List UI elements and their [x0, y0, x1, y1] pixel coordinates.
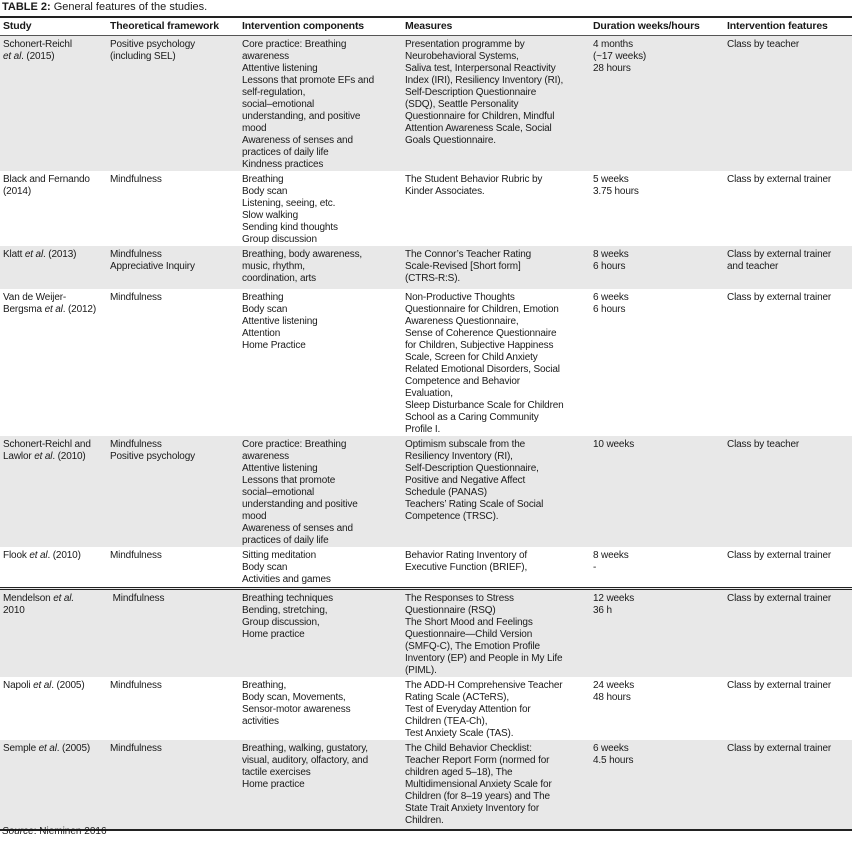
cell-components: Breathing, walking, gustatory, visual, auditory, olfactory, and tactile exercises Home practice: [239, 740, 402, 830]
column-header: Duration weeks/hours: [590, 17, 724, 36]
study-post: . (2005): [56, 743, 91, 754]
cell-duration: 8 weeks -: [593, 550, 629, 573]
table-row: [0, 246, 852, 289]
cell-duration: 24 weeks 48 hours: [593, 680, 635, 703]
study-pre: Schonert-Reichl: [3, 39, 72, 50]
table-caption: [2, 1, 207, 13]
study-post: . (2013): [43, 249, 77, 260]
cell-features: Class by external trainer and teacher: [724, 246, 852, 289]
cell-study: [0, 171, 107, 246]
cell-components: Breathing, body awareness, music, rhythm, coordination, arts: [239, 246, 402, 289]
cell-framework: Mindfulness: [110, 550, 162, 561]
table-row: [0, 740, 852, 830]
study-it: et al: [24, 249, 44, 260]
table-row: [0, 588, 852, 677]
study-it: et al.: [53, 592, 74, 604]
cell-duration: 10 weeks: [590, 436, 724, 547]
study-pre: Van de Weijer- Bergsma: [3, 292, 67, 315]
cell-study: [0, 677, 107, 740]
source-label: Source: [2, 826, 34, 837]
table-row: [0, 547, 852, 588]
cell-duration: 6 weeks 4.5 hours: [590, 740, 724, 830]
caption-label: TABLE 2:: [2, 1, 51, 13]
cell-measures: The ADD-H Comprehensive Teacher Rating Scale (ACTeRS), Test of Everyday Attention for Children (TEA-Ch), Test Anxiety Scale (TAS).: [405, 680, 563, 739]
study-it: et al: [38, 743, 57, 754]
table-row: [0, 289, 852, 436]
study-pre: Black and Fernando (2014): [3, 174, 90, 197]
study-post: . (2010): [52, 451, 86, 462]
cell-components: Sitting meditation Body scan Activities and games: [242, 550, 331, 585]
cell-duration: 8 weeks 6 hours: [590, 246, 724, 289]
caption-text: General features of the studies.: [50, 1, 208, 13]
cell-features: Class by external trainer: [727, 680, 832, 691]
cell-duration: 4 months (~17 weeks) 28 hours: [590, 36, 724, 172]
cell-components: Breathing, Body scan, Movements, Sensor-motor awareness activities: [242, 680, 351, 727]
cell-duration: 5 weeks 3.75 hours: [593, 174, 639, 197]
cell-framework: Mindfulness: [107, 740, 239, 830]
cell-features: Class by external trainer: [724, 740, 852, 830]
cell-features: Class by teacher: [724, 436, 852, 547]
column-header: Study: [0, 17, 107, 36]
study-it: et al: [3, 51, 22, 62]
study-post: . (2005): [51, 680, 85, 691]
cell-features: Class by external trainer: [727, 550, 832, 561]
study-pre: Schonert-Reichl and Lawlor: [3, 439, 91, 462]
study-post: 2010: [3, 604, 25, 616]
cell-framework: Mindfulness: [110, 292, 162, 303]
study-pre: Flook: [3, 550, 30, 561]
cell-framework: Mindfulness: [110, 680, 162, 691]
cell-components: Breathing Body scan Attentive listening Attention Home Practice: [242, 292, 318, 351]
source-text: : Nieminen 2016: [33, 826, 107, 837]
cell-features: Class by external trainer: [727, 292, 832, 303]
cell-measures: The Connor’s Teacher Rating Scale-Revised [Short form] (CTRS-R:S).: [402, 246, 590, 289]
study-pre: Mendelson: [3, 592, 54, 604]
cell-components: Core practice: Breathing awareness Attentive listening Lessons that promote EFs and self-regulation, social–emotional understanding, and positive mood Awareness of senses and practices of daily life Kindness practices: [239, 36, 402, 172]
cell-components: Breathing techniques Bending, stretching, Group discussion, Home practice: [239, 588, 402, 677]
column-header: Theoretical framework: [107, 17, 239, 36]
table-row: [0, 171, 852, 246]
cell-study: [0, 436, 107, 547]
study-it: et al: [29, 550, 48, 561]
study-it: et al: [34, 451, 53, 462]
column-header: Intervention features: [724, 17, 852, 36]
cell-components: Breathing Body scan Listening, seeing, etc. Slow walking Sending kind thoughts Group discussion: [242, 174, 338, 245]
cell-features: Class by teacher: [724, 36, 852, 172]
table-source: [2, 826, 107, 837]
cell-measures: Behavior Rating Inventory of Executive Function (BRIEF),: [405, 550, 528, 573]
cell-measures: Non-Productive Thoughts Questionnaire for Children, Emotion Awareness Questionnaire, Sense of Coherence Questionnaire for Children, Subjective Happiness Scale, Screen for Child Anxiety Related Emotional Disorders, Social Competence and Behavior Evaluation, Sleep Disturbance Scale for Children School as a Caring Community Profile I.: [405, 292, 564, 435]
cell-study: [0, 289, 107, 436]
study-pre: Klatt: [3, 249, 25, 260]
study-it: et al: [33, 680, 52, 691]
study-it: et al: [44, 304, 63, 315]
table-row: [0, 36, 852, 172]
study-post: . (2010): [47, 550, 81, 561]
cell-study: [0, 547, 107, 588]
cell-study: [0, 246, 107, 289]
cell-framework: Mindfulness Positive psychology: [107, 436, 239, 547]
cell-framework: Mindfulness: [107, 588, 239, 677]
table-header-row: [0, 17, 852, 36]
cell-features: Class by external trainer: [724, 588, 852, 677]
cell-measures: The Responses to Stress Questionnaire (RSQ) The Short Mood and Feelings Questionnaire—Child Version (SMFQ-C), The Emotion Profile Inventory (EP) and People in My Life (PIML).: [402, 588, 590, 677]
table-row: [0, 436, 852, 547]
cell-measures: Optimism subscale from the Resiliency Inventory (RI), Self-Description Questionnaire, Positive and Negative Affect Schedule (PANAS) Teachers’ Rating Scale of Social Competence (TRSC).: [402, 436, 590, 547]
study-pre: Napoli: [3, 680, 34, 691]
cell-components: Core practice: Breathing awareness Attentive listening Lessons that promote social–emotional understanding and positive mood Awareness of senses and practices of daily life: [239, 436, 402, 547]
cell-features: Class by external trainer: [727, 174, 832, 185]
cell-framework: Positive psychology (including SEL): [107, 36, 239, 172]
study-post: . (2012): [62, 304, 97, 315]
cell-measures: The Child Behavior Checklist: Teacher Report Form (normed for children aged 5–18), The Multidimensional Anxiety Scale for Children (for 8–19 years) and The State Trait Anxiety Inventory for Children.: [402, 740, 590, 830]
study-pre: Semple: [3, 743, 39, 754]
column-header: Intervention components: [239, 17, 402, 36]
cell-framework: Mindfulness: [110, 174, 162, 185]
table-row: [0, 677, 852, 740]
cell-measures: The Student Behavior Rubric by Kinder Associates.: [405, 174, 543, 197]
column-header: Measures: [402, 17, 590, 36]
cell-measures: Presentation programme by Neurobehavioral Systems, Saliva test, Interpersonal Reactivity Index (IRI), Resiliency Inventory (RI), Self-Description Questionnaire (SDQ), Seattle Personality Questionnaire for Children, Mindful Attention Awareness Scale, Social Goals Questionnaire.: [402, 36, 590, 172]
cell-duration: 6 weeks 6 hours: [593, 292, 629, 315]
studies-table: [0, 16, 852, 831]
cell-study: [0, 588, 107, 677]
cell-framework: Mindfulness Appreciative Inquiry: [107, 246, 239, 289]
cell-duration: 12 weeks 36 h: [590, 588, 724, 677]
cell-study: [0, 740, 107, 830]
cell-study: [0, 36, 107, 172]
study-post: . (2015): [21, 51, 55, 62]
